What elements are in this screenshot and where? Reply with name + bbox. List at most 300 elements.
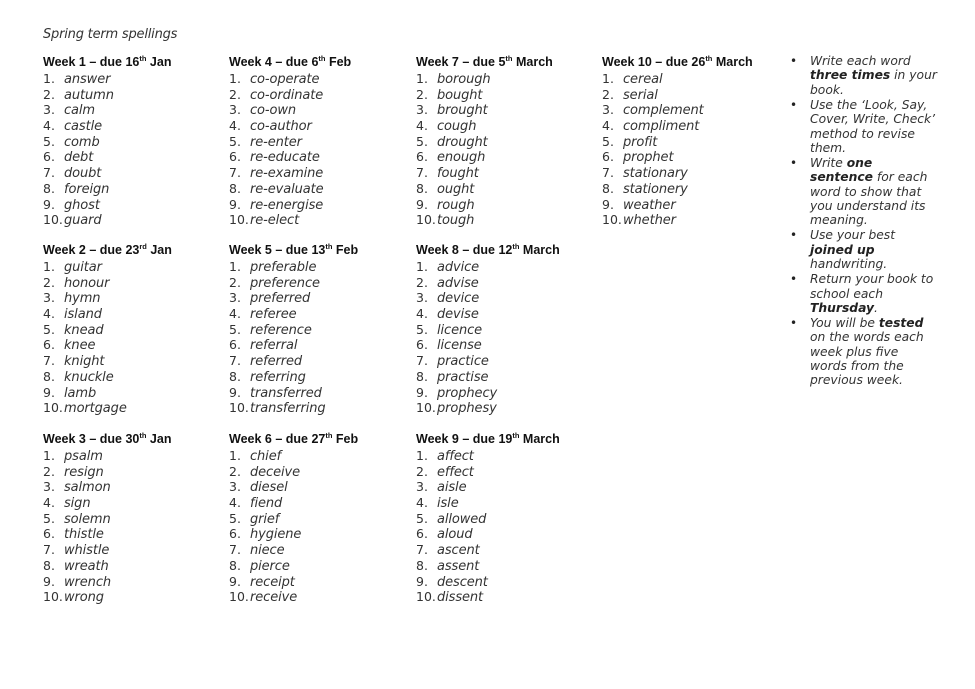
- list-item: [43, 574, 223, 590]
- word-list: [229, 448, 409, 605]
- list-number: 3.: [43, 290, 55, 306]
- word-list: [43, 71, 223, 228]
- list-item: [43, 353, 223, 369]
- list-item: [416, 479, 596, 495]
- list-item: [43, 369, 223, 385]
- list-item: [229, 290, 409, 306]
- list-item: [229, 464, 409, 480]
- spelling-word: fought: [437, 166, 479, 182]
- list-number: 1.: [229, 448, 241, 463]
- spelling-word: fiend: [250, 496, 283, 512]
- spelling-word: honour: [64, 275, 110, 291]
- spelling-word: rough: [437, 197, 475, 213]
- list-item: [43, 149, 223, 165]
- list-number: 7.: [229, 353, 241, 369]
- list-number: 9.: [416, 384, 428, 400]
- list-number: 2.: [416, 463, 428, 479]
- week-heading: [229, 431, 409, 448]
- spelling-word: preferred: [250, 291, 311, 307]
- spelling-word: profit: [623, 134, 658, 150]
- list-number: 8.: [416, 368, 428, 384]
- spelling-word: receipt: [250, 574, 295, 590]
- week-heading-ordinal: th: [705, 54, 713, 63]
- list-number: 10.: [416, 589, 436, 605]
- instruction-text: Use the ‘Look, Say, Cover, Write, Check’ method to revise them.: [810, 97, 936, 155]
- list-item: [416, 511, 596, 527]
- list-item: [43, 479, 223, 495]
- list-number: 10.: [43, 589, 63, 605]
- spelling-word: dissent: [437, 590, 484, 606]
- list-item: [229, 589, 409, 605]
- list-number: 1.: [43, 448, 55, 463]
- list-number: 2.: [229, 86, 241, 102]
- list-item: [229, 71, 409, 87]
- week-heading-prefix: Week 8 – due 12: [416, 243, 513, 257]
- spelling-word: ascent: [437, 543, 480, 559]
- list-item: [416, 259, 596, 275]
- list-item: [416, 197, 596, 213]
- list-number: 10.: [416, 212, 436, 228]
- list-number: 1.: [416, 259, 428, 274]
- list-number: 7.: [43, 542, 55, 558]
- instruction-emphasis: three times: [810, 68, 891, 83]
- week-10-block: [602, 54, 782, 228]
- word-list: [602, 71, 782, 228]
- list-item: [416, 181, 596, 197]
- instruction-text: handwriting.: [810, 257, 888, 272]
- week-1-block: [43, 54, 223, 228]
- spelling-word: wrench: [64, 574, 112, 590]
- list-item: [416, 322, 596, 338]
- list-number: 10.: [602, 212, 622, 228]
- spelling-word: preference: [250, 275, 320, 291]
- spelling-word: doubt: [64, 166, 102, 182]
- list-item: [602, 134, 782, 150]
- spelling-word: lamb: [64, 385, 97, 401]
- list-number: 9.: [43, 573, 55, 589]
- list-number: 3.: [602, 102, 614, 118]
- instruction-emphasis: joined up: [810, 242, 875, 257]
- list-item: [229, 165, 409, 181]
- spelling-word: whether: [623, 213, 676, 229]
- spelling-word: castle: [64, 119, 102, 135]
- list-item: [229, 495, 409, 511]
- week-heading-ordinal: th: [139, 431, 147, 440]
- list-number: 4.: [416, 495, 428, 511]
- list-number: 7.: [43, 165, 55, 181]
- list-number: 10.: [416, 400, 436, 416]
- list-number: 1.: [229, 259, 241, 274]
- spelling-word: co-ordinate: [250, 87, 324, 103]
- week-heading-ordinal: rd: [139, 242, 147, 251]
- spelling-word: re-examine: [250, 166, 324, 182]
- list-number: 7.: [416, 165, 428, 181]
- list-number: 9.: [43, 384, 55, 400]
- week-heading: [43, 431, 223, 448]
- list-item: [416, 495, 596, 511]
- instruction-emphasis: tested: [878, 315, 924, 330]
- list-item: [416, 369, 596, 385]
- spelling-word: thistle: [64, 527, 104, 543]
- list-number: 8.: [43, 368, 55, 384]
- spelling-word: stationary: [623, 166, 688, 182]
- week-heading-prefix: Week 9 – due 19: [416, 432, 513, 446]
- week-heading-month: March: [712, 55, 753, 69]
- list-number: 4.: [229, 118, 241, 134]
- spelling-word: co-author: [250, 119, 312, 135]
- week-heading-month: Jan: [146, 243, 172, 257]
- list-item: [416, 71, 596, 87]
- spelling-word: complement: [623, 103, 704, 119]
- list-number: 4.: [43, 495, 55, 511]
- spelling-word: licence: [437, 322, 483, 338]
- week-heading-ordinal: th: [325, 431, 333, 440]
- list-number: 7.: [229, 542, 241, 558]
- instruction-emphasis: Thursday: [810, 300, 875, 315]
- list-item: [43, 71, 223, 87]
- spelling-word: island: [64, 307, 102, 323]
- week-heading: [229, 242, 409, 259]
- list-number: 4.: [229, 306, 241, 322]
- list-number: 10.: [229, 589, 249, 605]
- list-number: 7.: [602, 165, 614, 181]
- list-number: 6.: [416, 526, 428, 542]
- spelling-word: affect: [437, 449, 474, 464]
- list-item: [416, 149, 596, 165]
- spelling-word: re-enter: [250, 134, 302, 150]
- instruction-item: [788, 316, 938, 388]
- list-number: 9.: [229, 573, 241, 589]
- instruction-text: Return your book to school each: [810, 272, 934, 301]
- list-number: 5.: [602, 133, 614, 149]
- spelling-word: compliment: [623, 119, 700, 135]
- week-heading-month: Jan: [146, 432, 172, 446]
- instruction-emphasis: one sentence: [810, 155, 874, 185]
- spelling-word: solemn: [64, 511, 111, 527]
- list-item: [416, 448, 596, 464]
- week-5-block: [229, 242, 409, 416]
- list-item: [43, 400, 223, 416]
- spelling-word: allowed: [437, 511, 487, 527]
- list-number: 6.: [229, 526, 241, 542]
- spelling-word: deceive: [250, 464, 300, 480]
- list-item: [229, 385, 409, 401]
- list-number: 10.: [229, 212, 249, 228]
- spelling-word: autumn: [64, 87, 114, 103]
- list-item: [416, 165, 596, 181]
- week-heading: [416, 54, 596, 71]
- week-heading-month: March: [519, 243, 560, 257]
- list-number: 1.: [43, 71, 55, 86]
- list-number: 6.: [229, 337, 241, 353]
- list-item: [602, 149, 782, 165]
- list-item: [43, 87, 223, 103]
- week-heading-month: Jan: [146, 55, 172, 69]
- word-list: [43, 448, 223, 605]
- word-list: [229, 259, 409, 416]
- list-item: [43, 511, 223, 527]
- spelling-word: foreign: [64, 181, 110, 197]
- list-item: [229, 369, 409, 385]
- spelling-word: weather: [623, 197, 676, 213]
- week-8-block: [416, 242, 596, 416]
- list-item: [43, 495, 223, 511]
- bullet-icon: •: [790, 54, 798, 68]
- list-number: 8.: [416, 180, 428, 196]
- spelling-word: sign: [64, 496, 91, 512]
- spelling-word: grief: [250, 511, 280, 527]
- instruction-item: [788, 156, 938, 228]
- list-item: [43, 259, 223, 275]
- list-item: [416, 337, 596, 353]
- spelling-word: devise: [437, 307, 479, 323]
- list-number: 3.: [43, 479, 55, 495]
- week-heading: [43, 242, 223, 259]
- spelling-word: co-operate: [250, 72, 320, 87]
- week-heading-ordinal: th: [505, 54, 513, 63]
- list-number: 10.: [229, 400, 249, 416]
- spelling-word: re-evaluate: [250, 181, 324, 197]
- list-number: 4.: [416, 306, 428, 322]
- list-number: 2.: [229, 274, 241, 290]
- week-heading-prefix: Week 2 – due 23: [43, 243, 140, 257]
- list-number: 1.: [43, 259, 55, 274]
- list-number: 4.: [43, 306, 55, 322]
- list-number: 8.: [43, 180, 55, 196]
- list-number: 3.: [416, 102, 428, 118]
- week-heading-month: March: [512, 55, 553, 69]
- list-number: 6.: [602, 149, 614, 165]
- list-item: [602, 181, 782, 197]
- spelling-word: referee: [250, 307, 297, 323]
- week-heading: [416, 431, 596, 448]
- spelling-word: license: [437, 338, 482, 354]
- spelling-word: hymn: [64, 291, 101, 307]
- week-heading-prefix: Week 1 – due 16: [43, 55, 140, 69]
- list-item: [43, 306, 223, 322]
- list-number: 1.: [416, 448, 428, 463]
- spelling-word: co-own: [250, 103, 297, 119]
- list-number: 5.: [229, 321, 241, 337]
- list-number: 3.: [43, 102, 55, 118]
- list-item: [229, 102, 409, 118]
- list-item: [602, 118, 782, 134]
- spelling-word: aloud: [437, 527, 473, 543]
- spelling-word: aisle: [437, 480, 467, 496]
- spelling-word: knead: [64, 322, 104, 338]
- list-item: [229, 134, 409, 150]
- week-heading-ordinal: th: [512, 431, 520, 440]
- list-number: 6.: [43, 149, 55, 165]
- spelling-word: comb: [64, 134, 100, 150]
- week-heading-ordinal: th: [325, 242, 333, 251]
- word-list: [416, 448, 596, 605]
- spelling-word: ought: [437, 181, 475, 197]
- list-item: [229, 87, 409, 103]
- list-number: 4.: [43, 118, 55, 134]
- week-3-block: [43, 431, 223, 605]
- week-heading-ordinal: th: [318, 54, 326, 63]
- list-item: [229, 353, 409, 369]
- list-item: [43, 448, 223, 464]
- list-item: [229, 149, 409, 165]
- list-item: [229, 275, 409, 291]
- list-item: [229, 511, 409, 527]
- instruction-item: [788, 54, 938, 97]
- list-item: [416, 306, 596, 322]
- list-item: [43, 526, 223, 542]
- list-number: 4.: [229, 495, 241, 511]
- list-number: 10.: [43, 212, 63, 228]
- spelling-word: referral: [250, 338, 298, 354]
- list-item: [229, 322, 409, 338]
- list-number: 5.: [229, 510, 241, 526]
- list-number: 10.: [43, 400, 63, 416]
- week-heading-ordinal: th: [139, 54, 147, 63]
- spelling-word: wreath: [64, 558, 109, 574]
- list-item: [43, 322, 223, 338]
- list-item: [416, 353, 596, 369]
- list-number: 9.: [43, 196, 55, 212]
- list-number: 1.: [416, 71, 428, 86]
- list-item: [43, 102, 223, 118]
- list-number: 6.: [43, 337, 55, 353]
- spelling-word: transferring: [250, 401, 326, 417]
- week-heading-prefix: Week 5 – due 13: [229, 243, 326, 257]
- list-item: [229, 400, 409, 416]
- spelling-word: guitar: [64, 260, 102, 275]
- list-number: 2.: [416, 274, 428, 290]
- week-heading: [229, 54, 409, 71]
- list-number: 5.: [43, 510, 55, 526]
- instruction-text: for each word to show that you understand its meaning.: [810, 170, 928, 228]
- list-number: 7.: [416, 353, 428, 369]
- list-number: 9.: [602, 196, 614, 212]
- list-number: 8.: [229, 557, 241, 573]
- spelling-word: cough: [437, 119, 477, 135]
- spelling-word: effect: [437, 464, 474, 480]
- instruction-item: [788, 228, 938, 271]
- instruction-text: You will be: [810, 315, 879, 330]
- list-item: [43, 181, 223, 197]
- list-item: [229, 197, 409, 213]
- spelling-word: resign: [64, 464, 104, 480]
- bullet-icon: •: [790, 228, 798, 243]
- spelling-word: re-energise: [250, 197, 324, 213]
- list-item: [43, 290, 223, 306]
- list-item: [43, 134, 223, 150]
- spelling-word: practise: [437, 369, 489, 385]
- list-number: 4.: [416, 118, 428, 134]
- spelling-word: practice: [437, 354, 489, 370]
- instruction-text: in your book.: [810, 68, 937, 97]
- list-number: 8.: [229, 368, 241, 384]
- week-heading-prefix: Week 4 – due 6: [229, 55, 319, 69]
- instruction-text: Write each word: [810, 54, 911, 68]
- list-number: 6.: [229, 149, 241, 165]
- list-item: [602, 102, 782, 118]
- week-heading-prefix: Week 3 – due 30: [43, 432, 140, 446]
- list-number: 1.: [229, 71, 241, 86]
- list-number: 2.: [43, 463, 55, 479]
- list-number: 6.: [416, 149, 428, 165]
- spelling-word: cereal: [623, 72, 663, 87]
- word-list: [416, 71, 596, 228]
- list-item: [416, 290, 596, 306]
- spelling-word: referred: [250, 354, 303, 370]
- list-item: [416, 275, 596, 291]
- list-item: [602, 197, 782, 213]
- spelling-word: ghost: [64, 197, 100, 213]
- list-item: [229, 337, 409, 353]
- spelling-word: knee: [64, 338, 96, 354]
- list-item: [416, 212, 596, 228]
- spelling-word: re-educate: [250, 150, 320, 166]
- list-item: [43, 558, 223, 574]
- list-item: [416, 385, 596, 401]
- spelling-word: isle: [437, 496, 459, 512]
- list-item: [416, 542, 596, 558]
- spelling-word: device: [437, 291, 480, 307]
- spelling-word: advise: [437, 275, 479, 291]
- list-number: 5.: [416, 510, 428, 526]
- spelling-word: stationery: [623, 181, 688, 197]
- list-item: [43, 118, 223, 134]
- list-number: 2.: [602, 86, 614, 102]
- list-item: [43, 275, 223, 291]
- spelling-word: knight: [64, 354, 105, 370]
- spelling-word: receive: [250, 590, 298, 606]
- list-item: [229, 574, 409, 590]
- spelling-word: re-elect: [250, 213, 300, 229]
- list-item: [229, 118, 409, 134]
- spelling-word: bought: [437, 87, 483, 103]
- instruction-text: Use your best: [810, 228, 896, 243]
- document-title: Spring term spellings: [43, 27, 178, 42]
- spelling-word: calm: [64, 103, 95, 119]
- list-number: 7.: [43, 353, 55, 369]
- spelling-word: guard: [64, 213, 102, 229]
- list-item: [229, 306, 409, 322]
- list-item: [229, 448, 409, 464]
- spelling-word: referring: [250, 369, 306, 385]
- week-6-block: [229, 431, 409, 605]
- list-item: [602, 212, 782, 228]
- bullet-icon: •: [790, 155, 798, 170]
- instruction-text: on the words each week plus five words from the previous week.: [810, 330, 924, 388]
- spelling-word: whistle: [64, 543, 110, 559]
- list-number: 9.: [229, 196, 241, 212]
- list-item: [43, 589, 223, 605]
- list-item: [602, 71, 782, 87]
- list-number: 6.: [43, 526, 55, 542]
- spelling-word: niece: [250, 543, 285, 559]
- spelling-word: tough: [437, 213, 475, 229]
- bullet-icon: •: [790, 315, 798, 330]
- list-item: [43, 337, 223, 353]
- spelling-word: mortgage: [64, 401, 127, 417]
- instruction-text: .: [874, 300, 878, 315]
- spelling-word: drought: [437, 134, 488, 150]
- list-number: 7.: [229, 165, 241, 181]
- list-number: 5.: [416, 133, 428, 149]
- week-heading-ordinal: th: [512, 242, 520, 251]
- list-item: [416, 400, 596, 416]
- spelling-word: prophecy: [437, 385, 498, 401]
- spelling-word: preferable: [250, 260, 317, 275]
- list-item: [229, 526, 409, 542]
- list-item: [43, 464, 223, 480]
